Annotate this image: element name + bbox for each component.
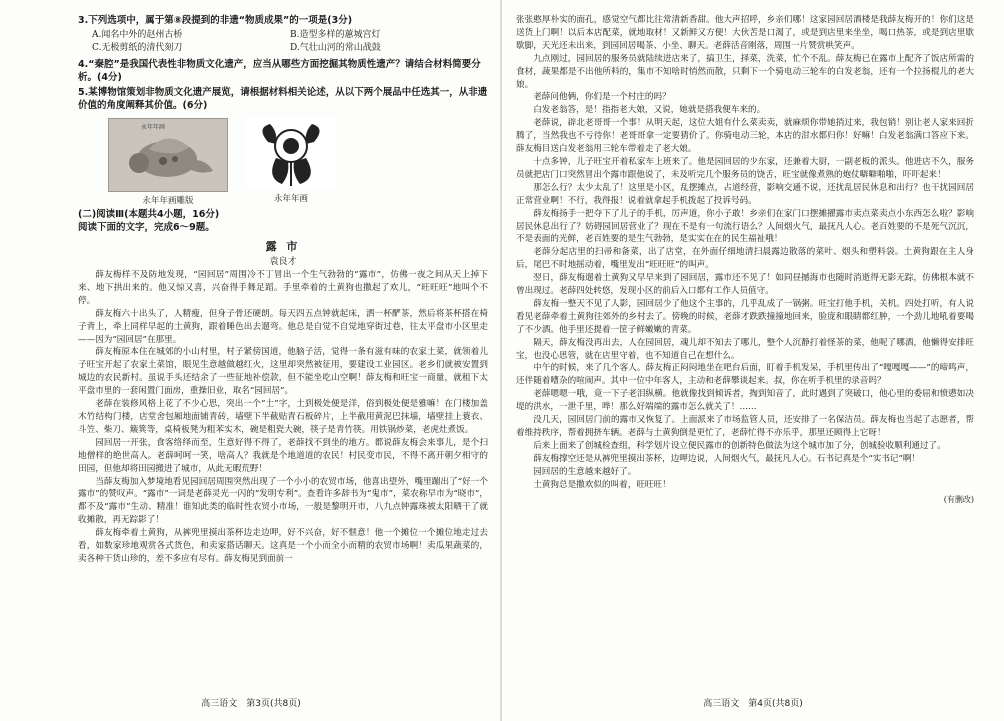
option-d: D.气壮山河的常山战鼓	[290, 43, 381, 53]
right-column	[516, 14, 974, 505]
caption-nianhua: 永年年画	[273, 194, 308, 204]
right-paragraph: 张张憨厚朴实的面孔，感觉空气都比往常清新香甜。他大声招呼，乡亲们哪！这家园回居酒楼是我薛友梅开的！你们这是送货上门啊！以后本店配菜，就地取材！又新鲜又方便！大伙苦是口渴了，或是到店里来坐坐，喝口热茶，或是到店里歇歇脚，天光还未出来，到园回居喝茶、小坐、聊天。老薛活音刚落，周围一片赞赏哄笑声。	[516, 15, 974, 51]
left-paragraph: 园回居一开张，食客络绎而至，生意好得不得了，老薛找不到坐的地方。都说薛友梅会来事儿，是个扫地僧样的绝世高人。老薛呵呵一笑，啥高人？我就是个地道道的农民！村民变市民，不得不离开朝夕相守的田园，但他却将田园搬进了城市，从此无暇荒野！	[78, 437, 488, 474]
question-5: 5.某博物馆策划非物质文化遗产展览，请根据材料相关论述，从以下两个展品中任选其一，从非遗价值的角度阐释其价值。(6分)	[78, 87, 488, 111]
article-title: 露 市	[265, 240, 301, 253]
caption-woodblock: 永年年画雕版	[142, 196, 194, 206]
right-paragraph: 老薛说，辟北老哥哥一个事！从明天起，这位大姐有什么菜卖卖，就麻烦你带她捎过来，我包销！别让老人家来回折腾了，当然我也不亏待你！老哥哥拿一定要猜价了。你骑电动三轮，本店的泔水都归你！好嘛！白发老翁满口答应下来。薛友梅目送白发老翁用三轮车带着走了老大娘。	[516, 118, 974, 155]
section-heading: (二)阅读Ⅲ(本题共4小题，16分)	[78, 209, 220, 220]
right-paragraph: 老薛问他俩，你们是一个村庄的吗？	[533, 92, 671, 103]
option-a: A.闻名中外的赵州古桥	[92, 30, 183, 40]
right-paragraph: 土黄狗总是撒欢似的叫着，旺旺旺！	[533, 479, 671, 490]
page-4-footer: 高三语文 第4页(共8页)	[703, 699, 803, 709]
article-author: 袁良才	[269, 257, 297, 267]
option-b: B.造型多样的蕙城宫灯	[290, 30, 381, 40]
nianhua-illustration	[246, 118, 336, 190]
question-4: 4.“秦腔”是我国代表性非物质文化遗产，应当从哪些方面挖掘其物质性遗产？请结合材料简要分析。(4分)	[78, 59, 481, 83]
left-paragraph: 薛友梅六十出头了，人精瘦，但身子骨还硬朗。每天四五点钟就起床，洒一杯酽茶，然后将茶杯搭在椅子背上，牵上同样早起的土黄狗，跟着睡色出去遛弯。他总是自觉不自觉地穿街过巷，往太平盘市小区里走——因为“园回居”在那里。	[78, 308, 488, 345]
option-c: C.无极剪纸的清代刻刀	[92, 43, 183, 53]
right-paragraph: 九点刚过，园回居的服务员就陆续进店来了，搞卫生，择菜，洗菜，忙个不乱。薛友梅已在露市上配齐了饭店所需的食材，蔬果都是不出他所料的，集市不知啥时悄然而散，只剩下一个骑电动三轮车的白发老翁，还有一个拉扬棍儿的老大娘。	[516, 53, 974, 90]
right-paragraph: 薛友梅一整天不见了人影，园回居少了他这个主事的，几乎乱成了一锅粥。旺宝打他手机，关机。四处打听，有人说看见老薛牵着土黄狗往郊外的乡村去了。傍晚的时候，老薛才跌跌撞撞地回来，脸庞和眼睛都红肿，一个劲儿地吼着要喝了不少酒。他手里还提着一筐子鲜嫩嫩的青菜。	[516, 298, 974, 335]
right-paragraph: 隔天，薛友梅没再出去，人在园回居，魂儿却不知去了哪儿，整个人沉静打着怪茶的菜，他呢了哪酒，他懒得安排旺宝，也没心思管，就在店里守着，也不知道自己在想什么。	[516, 337, 974, 361]
left-paragraph: 老薛在装修风格上花了不少心思，突出一个“土”字，土到极处便是洋，俗到极处便是雅嘛！在门楼加盖木竹结构门楼，店堂舍包厢地面铺青砖，墙壁下半截贴青石板碎片，上半截用黄泥巴抹墙，墙壁挂上蓑衣、斗笠、柴刀、簸箕等，桌椅板凳为粗苯实木，碗是粗瓷大碗，筷子是青竹筷。用铁锅炒菜，老虎灶煮饭。	[78, 399, 488, 435]
right-paragraph: 翌日，薛友梅遛着土黄狗又早早来到了园回居，露市还不见了！如同昼撼海市也随时消逝得无影无踪，仿佛根本就不曾出现过。老薛四处转悠，发现小区的前后入口都有工作人员值守。	[516, 273, 974, 297]
right-paragraph: 白发老翁答，是！指指老大娘，又说，她就是搭我便车来的。	[533, 105, 766, 116]
edit-note: (有删改)	[943, 494, 974, 504]
right-paragraph: 十点多钟，儿子旺宝开着私家车上班来了。他是园回居的少东家，还兼着大厨，一副老板的派头。他进店不久，服务员就把店门口突然冒出个露市跟他说了，未及听完几个服务员的饶舌，旺宝就像煮熟的炮仗噼噼啪啪，吓吓起来！	[516, 156, 974, 180]
left-paragraph: 薛友梅样不及防地发现，“园回居”周围冷不丁冒出一个生气勃勃的“露市”，仿佛一夜之间从天上掉下来、地下拱出来的。他又惊又喜，兴奋得手舞足蹈。手里牵着的土黄狗也撒起了欢儿，“旺旺旺”地叫个不停。	[78, 270, 488, 306]
right-paragraph: 薛友梅扬手一把夺下了儿子的手机，厉声道，你小子敢！乡亲们在家门口摆摊擢露市卖点菜卖点小东西怎么啦？影响居民休息出行了？妨碍园回居营业了？现在不是有一句流行语么？人间烟火气，最抚凡人心。老百姓要的不是死气沉沉，不是表面的光鲜，老百姓要的是生气勃勃，是实实在在的民生福祉哦！	[516, 208, 974, 245]
page-3-footer: 高三语文 第3页(共8页)	[201, 699, 301, 709]
right-paragraph: 没几天，园回居门前的露市又恢复了。上面派来了市场监管人员，还安排了一名保洁员。薛友梅也当起了志愿者，帮着维持秩序，帮着拥挤车辆。老薛与土黄狗倒是更忙了，老薛忙得不亦乐乎，那里还顾得上它呀！	[516, 415, 974, 438]
right-paragraph: 那怎么行？太少太乱了！这里是小区，乱摆摊点，占道经营，影响交通不说，还扰乱居民休息和出行？也干扰园回居正常营业啊！不行，我得报！说着就拿起手机拨起了投诉号码。	[516, 182, 974, 206]
question-3-options	[92, 29, 488, 55]
section-instruction: 阅读下面的文字，完成6～9题。	[78, 222, 215, 233]
right-paragraph: 后来上面来了创城检查组，科学划片设立便民露市的创新特色做法为这个城市加了分，创城验收顺利通过了。	[533, 440, 946, 451]
right-paragraph: 老薛分起店里的扫帚和备菜，出了店堂，在外面仔细地清扫晨露边散落的菜叶、烟头和塑料袋。土黄狗跟在主人身后，尾巴不时地摇动着，嘴里发出“旺旺旺”的叫声。	[516, 247, 974, 271]
exhibit-images	[108, 118, 488, 206]
right-paragraph: 园回居的生意越来越好了。	[533, 466, 637, 477]
exhibit-1	[108, 118, 228, 206]
woodblock-illustration	[109, 119, 227, 191]
left-paragraph: 薛友梅原本住在城郊的小山村里，村子紧傍国道，他脑子活，觉得一条有滋有味的农家土菜，就领着儿子旺宝开起了农家土菜馆，眼见生意越做越红火，这里却突然被征用，要建设工业园区。老乡们就被安置到城边的农民新村。虽说手头还结余了一些征地补偿款，但不能坐吃山空啊！薛友梅和旺宝一商量，就租下太平盘市里的一套闲置门面房，重操旧业，取名“园回居”。	[78, 347, 488, 397]
left-paragraph: 当薛友梅加入梦境地看见园回居周围突然出现了一个小小的农贸市场，他喜出望外，嘴里蹦出了“好一个露市”的赞叹声。“露市”一词是老薛灵光一闪的“发明专利”。查看许多辞书为“鬼市”，菜农称早市为“晓市”，都不及“露市”生动、精准！谁知此类的临时性农贸小市场，一般是黎明开市，八九点钟露珠被太阳晒干了就收摊散，再无踪影了！	[78, 476, 488, 526]
right-paragraph: 老薛嗯嗯一哦，竟一下子老泪纵横。他就像找到倾诉者，掏到知音了，此时遇到了突破口，他心里的委屈和愤懑如决堤的洪水，一泄千里，哗！那么好端端的露市怎么就关了！……	[516, 389, 974, 413]
woodblock-image	[108, 118, 228, 192]
question-3: 3.下列选项中，属于第⑧段提到的非遗“物质成果”的一项是(3分)	[78, 15, 353, 26]
page-4	[502, 0, 1004, 721]
left-paragraph: 薛友梅牵着土黄狗，从裤兜里摸出茶杯边走边呷，好不兴奋，好不惬意！他一个摊位一个摊位地走过去看，如数家珍地观赏各式货色，和卖家搭话聊天。这真是一个小而全小而精的农贸市场啊！卖瓜果蔬菜的，卖各种干货山珍的，差不多应有尽有。薛友梅见到面前一	[78, 528, 488, 564]
woodblock-seal-text: 永年年画	[141, 124, 166, 131]
left-column	[78, 14, 488, 566]
right-paragraph: 中午的时候，来了几个客人。薛友梅正闷闷地坐在吧台后面，盯着手机发呆，手机里传出了“嘎嘎嘎——”的啼鸣声，还伴随着嘈杂的喧闹声。其中一位中年客人，主动和老薛攀谈起来。叔，你在听手机里的录音吗？	[516, 363, 974, 387]
exhibit-2	[246, 118, 336, 206]
nianhua-image	[246, 118, 336, 190]
right-paragraph: 薛友梅撑空还是从裤兜里摸出茶杯，边呷边说，人间烟火气，最抚凡人心。石书记真是个“实书记”啊！	[533, 453, 921, 464]
